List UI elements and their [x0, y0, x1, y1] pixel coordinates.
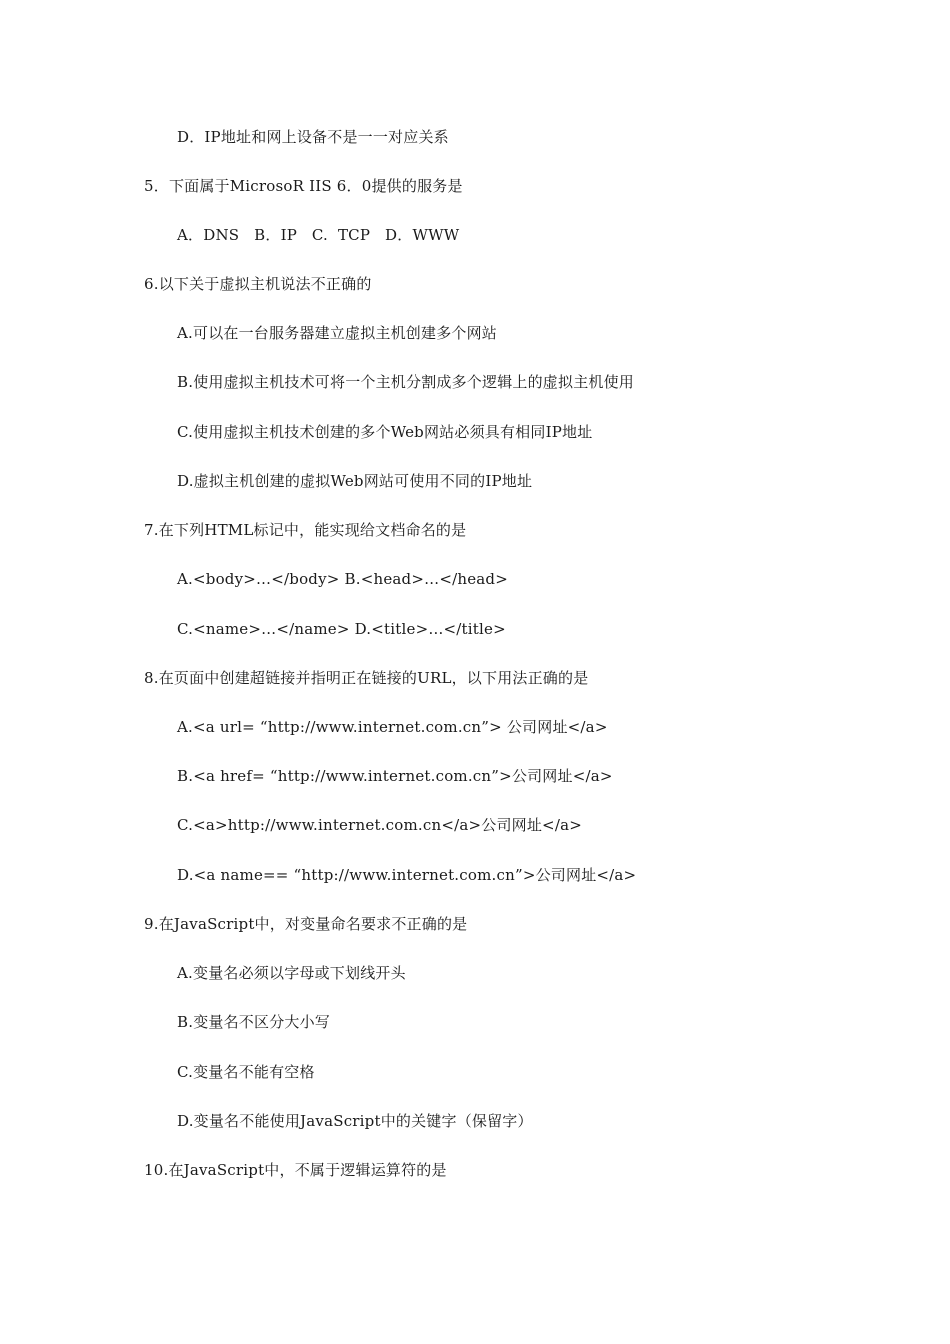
q6-option-a: A.可以在一台服务器建立虚拟主机创建多个网站 — [177, 324, 498, 342]
q6-option-c: C.使用虚拟主机技术创建的多个Web网站必须具有相同IP地址 — [177, 423, 593, 441]
q8-option-a: A.<a url= “http://www.internet.com.cn”> 公司网址</a> — [177, 718, 608, 736]
question-5: 5．下面属于MicrosoR IIS 6．0提供的服务是 — [144, 177, 463, 195]
q8-option-c: C.<a>http://www.internet.com.cn</a>公司网址</a> — [177, 816, 582, 834]
question-9: 9.在JavaScript中，对变量命名要求不正确的是 — [144, 915, 468, 933]
q8-option-d: D.<a name== “http://www.internet.com.cn”>公司网址</a> — [177, 866, 637, 884]
q9-option-d: D.变量名不能使用JavaScript中的关键字（保留字） — [177, 1112, 533, 1130]
q7-options-cd: C.<name>…</name> D.<title>…</title> — [177, 620, 506, 638]
q9-option-c: C.变量名不能有空格 — [177, 1063, 315, 1081]
q4-option-d: D．IP地址和网上设备不是一一对应关系 — [177, 128, 449, 146]
q9-option-a: A.变量名必须以字母或下划线开头 — [177, 964, 406, 982]
q9-option-b: B.变量名不区分大小写 — [177, 1013, 330, 1031]
question-10: 10.在JavaScript中，不属于逻辑运算符的是 — [144, 1161, 447, 1179]
q7-options-ab: A.<body>…</body> B.<head>…</head> — [177, 570, 508, 588]
q5-options: A．DNS B．IP C. TCP D．WWW — [177, 226, 460, 244]
q8-option-b: B.<a href= “http://www.internet.com.cn”>公司网址</a> — [177, 767, 613, 785]
question-7: 7.在下列HTML标记中，能实现给文档命名的是 — [144, 521, 467, 539]
question-6: 6.以下关于虚拟主机说法不正确的 — [144, 275, 372, 293]
q6-option-b: B.使用虚拟主机技术可将一个主机分割成多个逻辑上的虚拟主机使用 — [177, 373, 634, 391]
q6-option-d: D.虚拟主机创建的虚拟Web网站可使用不同的IP地址 — [177, 472, 533, 490]
question-8: 8.在页面中创建超链接并指明正在链接的URL，以下用法正确的是 — [144, 669, 589, 687]
